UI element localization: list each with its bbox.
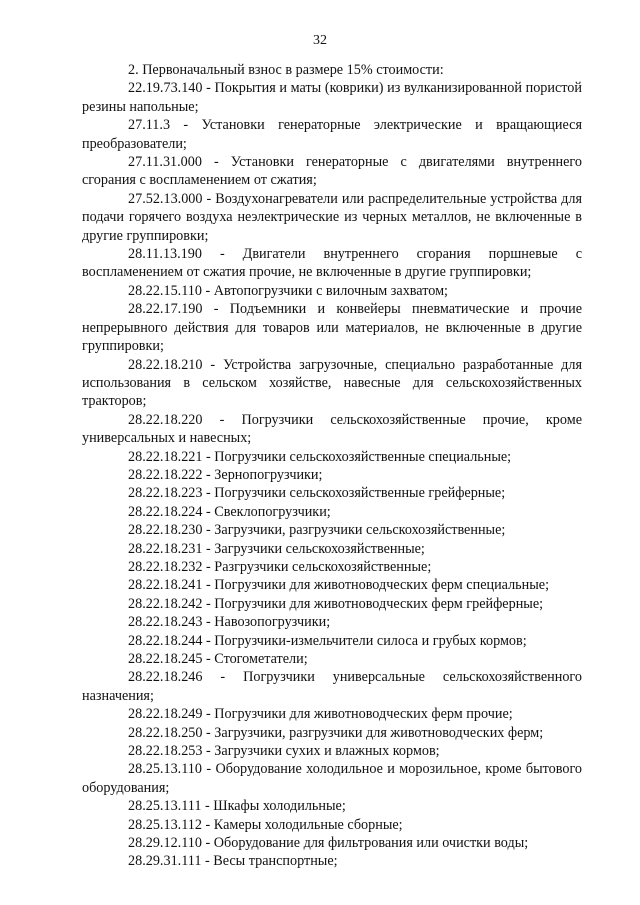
item-code: 28.22.18.250 [128,724,203,741]
item-code: 28.22.17.190 [128,301,203,318]
item-code: 28.22.18.242 [128,595,203,612]
list-item [82,852,582,870]
list-item [82,484,582,502]
item-code: 28.22.18.243 [128,614,203,631]
item-text: - Свеклопогрузчики; [202,503,331,520]
item-code: 28.22.18.223 [128,485,203,502]
list-item [82,540,582,558]
item-text: - Шкафы холодильные; [201,798,346,815]
item-text: - Подъемники и конвейеры пневматические и прочие непрерывного действия для товаров или материалов, не включенные в другие группировки; [82,301,582,355]
item-code: 27.11.31.000 [128,154,202,171]
list-item [82,448,582,466]
list-item [82,613,582,631]
item-text: - Погрузчики сельскохозяйственные грейферные; [202,485,506,502]
item-code: 28.22.18.231 [128,540,203,557]
items-list [82,79,582,870]
item-code: 28.22.18.241 [128,577,203,594]
item-text: - Загрузчики сельскохозяйственные; [202,540,425,557]
item-code: 28.22.18.221 [128,448,203,465]
item-text: - Оборудование холодильное и морозильное, кроме бытового оборудования; [82,761,582,796]
item-text: - Навозопогрузчики; [202,614,331,631]
list-item [82,742,582,760]
item-text: - Погрузчики сельскохозяйственные специальные; [202,448,512,465]
item-text: - Двигатели внутреннего сгорания поршневые с воспламенением от сжатия прочие, не включенные в другие группировки; [82,246,582,281]
item-code: 28.22.18.222 [128,466,203,483]
list-item [82,724,582,742]
item-code: 28.25.13.110 [128,761,202,778]
item-code: 28.22.18.253 [128,743,203,760]
item-text: - Разгрузчики сельскохозяйственные; [202,558,432,575]
item-text: - Загрузчики, разгрузчики для животноводческих ферм; [202,724,544,741]
item-code: 28.11.13.190 [128,246,202,263]
item-text: - Устройства загрузочные, специально разработанные для использования в сельском хозяйстве, навесные для сельскохозяйственных тракторов; [82,356,582,410]
item-text: - Погрузчики для животноводческих ферм грейферные; [202,595,544,612]
list-item [82,245,582,282]
list-item [82,632,582,650]
list-item [82,705,582,723]
item-code: 28.22.18.246 [128,669,203,686]
list-item [82,153,582,190]
list-item [82,816,582,834]
item-code: 28.22.18.232 [128,558,203,575]
item-text: - Погрузчики сельскохозяйственные прочие, кроме универсальных и навесных; [82,411,582,447]
item-code: 28.22.18.249 [128,706,203,723]
document-body [82,61,582,871]
item-text: - Оборудование для фильтрования или очистки воды; [201,835,529,852]
list-item [82,760,582,797]
item-code: 28.29.31.111 [128,853,202,870]
list-item [82,650,582,668]
item-code: 28.22.18.220 [128,411,203,428]
item-code: 28.29.12.110 [128,835,202,852]
list-item [82,503,582,521]
item-text: - Загрузчики сухих и влажных кормов; [202,743,440,760]
item-text: - Весы транспортные; [201,853,338,870]
list-item [82,595,582,613]
item-text: - Покрытия и маты (коврики) из вулканизированной пористой резины напольные; [82,80,582,115]
item-text: - Стогометатели; [202,651,308,667]
item-code: 28.22.18.224 [128,503,203,520]
list-item [82,300,582,355]
item-text: - Воздухонагреватели или распределительные устройства для подачи горячего воздуха неэлектрические из черных металлов, не включенные в другие группировки; [82,190,582,244]
item-code: 28.22.18.230 [128,522,203,539]
list-item [82,190,582,245]
item-text: - Загрузчики, разгрузчики сельскохозяйственные; [202,522,506,539]
item-code: 28.25.13.111 [128,798,202,815]
item-code: 27.52.13.000 [128,190,203,207]
item-text: - Погрузчики для животноводческих ферм специальные; [202,577,550,594]
list-item [82,116,582,153]
list-item [82,356,582,411]
item-text: - Погрузчики для животноводческих ферм прочие; [202,706,513,723]
list-item [82,521,582,539]
item-code: 27.11.3 [128,117,171,134]
item-text: - Погрузчики универсальные сельскохозяйственного назначения; [82,669,582,704]
item-text: - Установки генераторные электрические и вращающиеся преобразователи; [82,117,582,152]
item-code: 22.19.73.140 [128,80,203,97]
intro-paragraph: 2. Первоначальный взнос в размере 15% стоимости: [128,62,444,78]
item-text: - Автопогрузчики с вилочным захватом; [201,282,448,299]
item-code: 28.22.18.244 [128,632,203,649]
list-item [82,79,582,116]
item-text: - Погрузчики-измельчители силоса и грубых кормов; [202,632,527,649]
item-code: 28.22.18.245 [128,651,203,667]
item-code: 28.22.15.110 [128,282,202,299]
item-text: - Установки генераторные с двигателями внутреннего сгорания с воспламенением от сжатия; [82,154,582,189]
item-code: 28.25.13.112 [128,816,202,833]
item-code: 28.22.18.210 [128,356,203,373]
list-item [82,576,582,594]
list-item [82,558,582,576]
list-item [82,466,582,484]
item-text: - Камеры холодильные сборные; [201,816,403,833]
list-item [82,834,582,852]
list-item [82,797,582,815]
page-number: 32 [313,33,327,48]
list-item [82,411,582,448]
item-text: - Зернопогрузчики; [202,466,323,483]
list-item [82,668,582,705]
list-item [82,282,582,300]
